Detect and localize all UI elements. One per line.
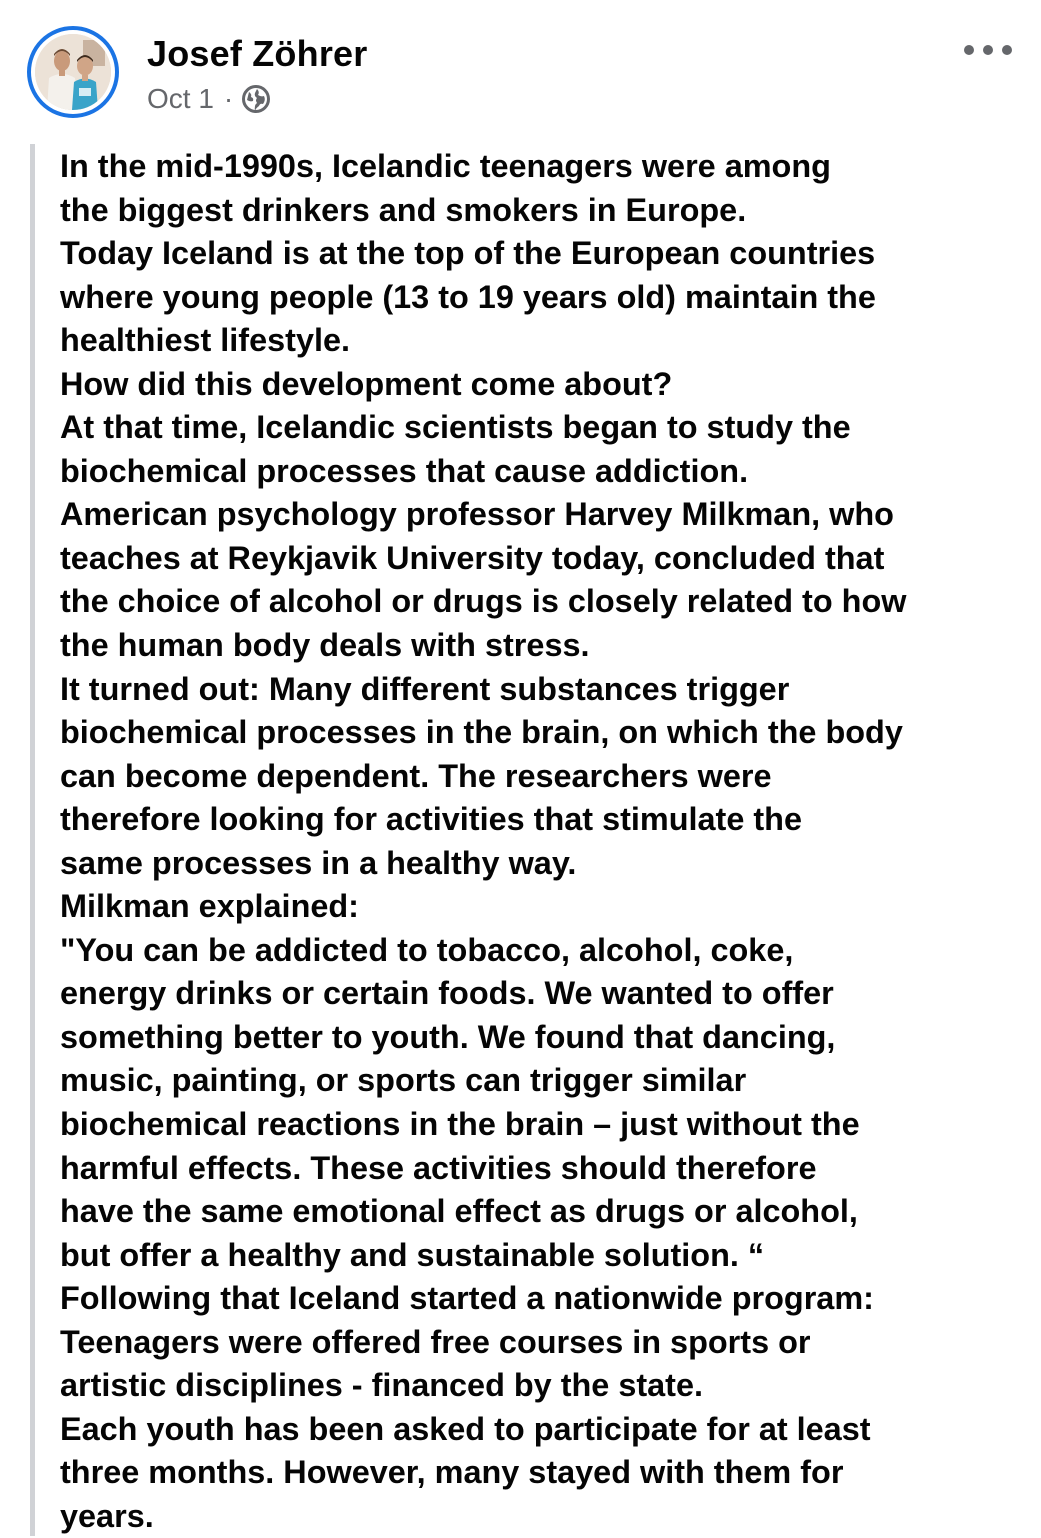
post-text-line: energy drinks or certain foods. We wanted to offer — [60, 974, 834, 1012]
author-name[interactable]: Josef Zöhrer — [147, 33, 368, 74]
post-text-line: healthiest lifestyle. — [60, 321, 351, 359]
avatar-photo — [35, 34, 111, 110]
avatar[interactable] — [27, 26, 119, 118]
post-text-line: music, painting, or sports can trigger similar — [60, 1061, 747, 1099]
post-text-line: American psychology professor Harvey Milkman, who — [60, 495, 894, 533]
post-text-line: artistic disciplines - financed by the state. — [60, 1366, 704, 1404]
post-text-line: biochemical reactions in the brain – just without the — [60, 1105, 860, 1143]
post-date[interactable]: Oct 1 — [147, 83, 214, 114]
post-body — [30, 144, 1030, 1536]
post-text-line: same processes in a healthy way. — [60, 843, 577, 881]
post-meta — [147, 81, 271, 117]
post-text-line: Following that Iceland started a nationwide program: — [60, 1279, 874, 1317]
post-text-line: years. — [60, 1496, 154, 1534]
avatar-image — [35, 34, 111, 110]
post-text-line: Today Iceland is at the top of the European countries — [60, 234, 876, 272]
post-text-line: In the mid-1990s, Icelandic teenagers were among — [60, 147, 831, 184]
meta-separator: · — [223, 83, 234, 114]
post-text — [60, 144, 1035, 1538]
post-text-line: can become dependent. The researchers were — [60, 756, 772, 794]
post-text-line: something better to youth. We found that dancing, — [60, 1017, 836, 1055]
post-text-line: harmful effects. These activities should therefore — [60, 1148, 817, 1186]
post-text-line: Milkman explained: — [60, 887, 359, 925]
post-text-line: but offer a healthy and sustainable solution. “ — [60, 1235, 765, 1273]
post-text-line: the human body deals with stress. — [60, 626, 590, 664]
post-text-line: Teenagers were offered free courses in sports or — [60, 1322, 811, 1360]
post-text-line: It turned out: Many different substances trigger — [60, 669, 790, 707]
post-text-line: where young people (13 to 19 years old) maintain the — [60, 277, 876, 315]
globe-icon[interactable] — [241, 84, 271, 114]
post-text-line: have the same emotional effect as drugs or alcohol, — [60, 1192, 858, 1230]
post-header — [0, 0, 1041, 140]
post-text-line: the biggest drinkers and smokers in Europe. — [60, 190, 747, 228]
post-text-line: "You can be addicted to tobacco, alcohol, coke, — [60, 930, 794, 968]
post-text-line: the choice of alcohol or drugs is closely related to how — [60, 582, 907, 620]
more-options-icon — [960, 43, 1016, 57]
post-text-line: teaches at Reykjavik University today, concluded that — [60, 538, 885, 576]
post-text-line: Each youth has been asked to participate for at least — [60, 1409, 871, 1447]
post-text-line: biochemical processes that cause addiction. — [60, 451, 749, 489]
post-text-line: three months. However, many stayed with them for — [60, 1453, 844, 1491]
post-text-line: therefore looking for activities that stimulate the — [60, 800, 803, 838]
post-text-line: At that time, Icelandic scientists began to study the — [60, 408, 851, 446]
more-options-button[interactable] — [958, 30, 1018, 70]
post-text-line: How did this development come about? — [60, 364, 673, 402]
post-text-line: biochemical processes in the brain, on which the body — [60, 713, 903, 751]
